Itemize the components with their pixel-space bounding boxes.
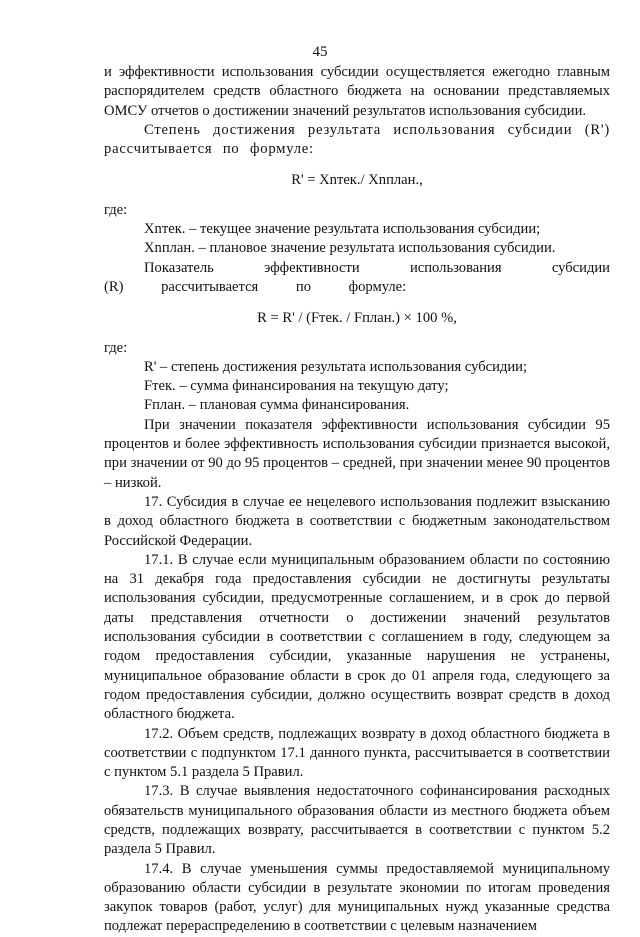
paragraph-17: 17. Субсидия в случае ее нецелевого использования подлежит взысканию в доход областного бюджета в соответствии с бюджетным законодательством Российской Федерации. — [104, 493, 610, 549]
where-label: где: — [104, 201, 128, 218]
paragraph-intro: и эффективности использования субсидии осуществляется ежегодно главным распорядителем средств областного бюджета на основании представляемых ОМСУ отчетов о достижении значений результатов использования субсидии. — [104, 64, 610, 119]
page-number: 45 — [312, 44, 328, 60]
paragraph-17-4: 17.4. В случае уменьшения суммы предоставляемой муниципальному образованию области субсидии в результате экономии по итогам проведения закупок товаров (работ, услуг) для муниципальных нужд указанные средства подлежат перераспределению в соответствии с целевым назначением — [104, 860, 610, 935]
paragraph-17-2: 17.2. Объем средств, подлежащих возврату в доход областного бюджета в соответствии с подпунктом 17.1 данного пункта, рассчитывается в соответствии с пунктом 5.1 раздела 5 Правил. — [104, 725, 610, 781]
formula-r-prime: R' = Xnтек./ Xnплан., — [291, 172, 423, 189]
legend-f-planned: Fплан. – плановая сумма финансирования. — [144, 397, 410, 414]
legend-xn-planned: Xnплан. – плановое значение результата использования субсидии. — [144, 240, 556, 257]
paragraph-r-def: Показатель эффективности использования субсидии (R) рассчитывается по формуле: — [104, 259, 610, 295]
legend-xn-current: Xnтек. – текущее значение результата использования субсидии; — [144, 221, 541, 238]
paragraph-17-3: 17.3. В случае выявления недостаточного софинансирования расходных обязательств муниципального образования области из местного бюджета объем средств, подлежащих возврату, рассчитывается в соответствии с пунктом 5.2 раздела 5 Правил. — [104, 783, 610, 858]
paragraph-efficiency-levels: При значении показателя эффективности использования субсидии 95 процентов и более эффективность использования субсидии признается высокой, при значении от 90 до 95 процентов – средней, при значении менее 90 процентов – низкой. — [104, 416, 610, 491]
paragraph-17-1: 17.1. В случае если муниципальным образованием области по состоянию на 31 декабря года предоставления субсидии не достигнуты результаты использования субсидии, предусмотренные соглашением, и в срок до первой даты представления отчетности о достижении значений результатов использования субсидии в соответствии с соглашением в году, следующем за годом предоставления субсидии, указанные нарушения не устранены, муниципальное образование области в срок до 01 апреля года, следующего за годом предоставления субсидии, должно осуществить возврат средств в доход областного бюджета. — [104, 551, 610, 723]
legend-r-prime: R' – степень достижения результата использования субсидии; — [144, 358, 528, 375]
paragraph-r-prime-def: Степень достижения результата использования субсидии (R') рассчитывается по формуле: — [104, 121, 610, 158]
where-label-2: где: — [104, 339, 128, 356]
document-body — [104, 63, 610, 937]
legend-f-current: Fтек. – сумма финансирования на текущую дату; — [144, 378, 449, 395]
formula-r: R = R' / (Fтек. / Fплан.) × 100 %, — [257, 310, 457, 327]
